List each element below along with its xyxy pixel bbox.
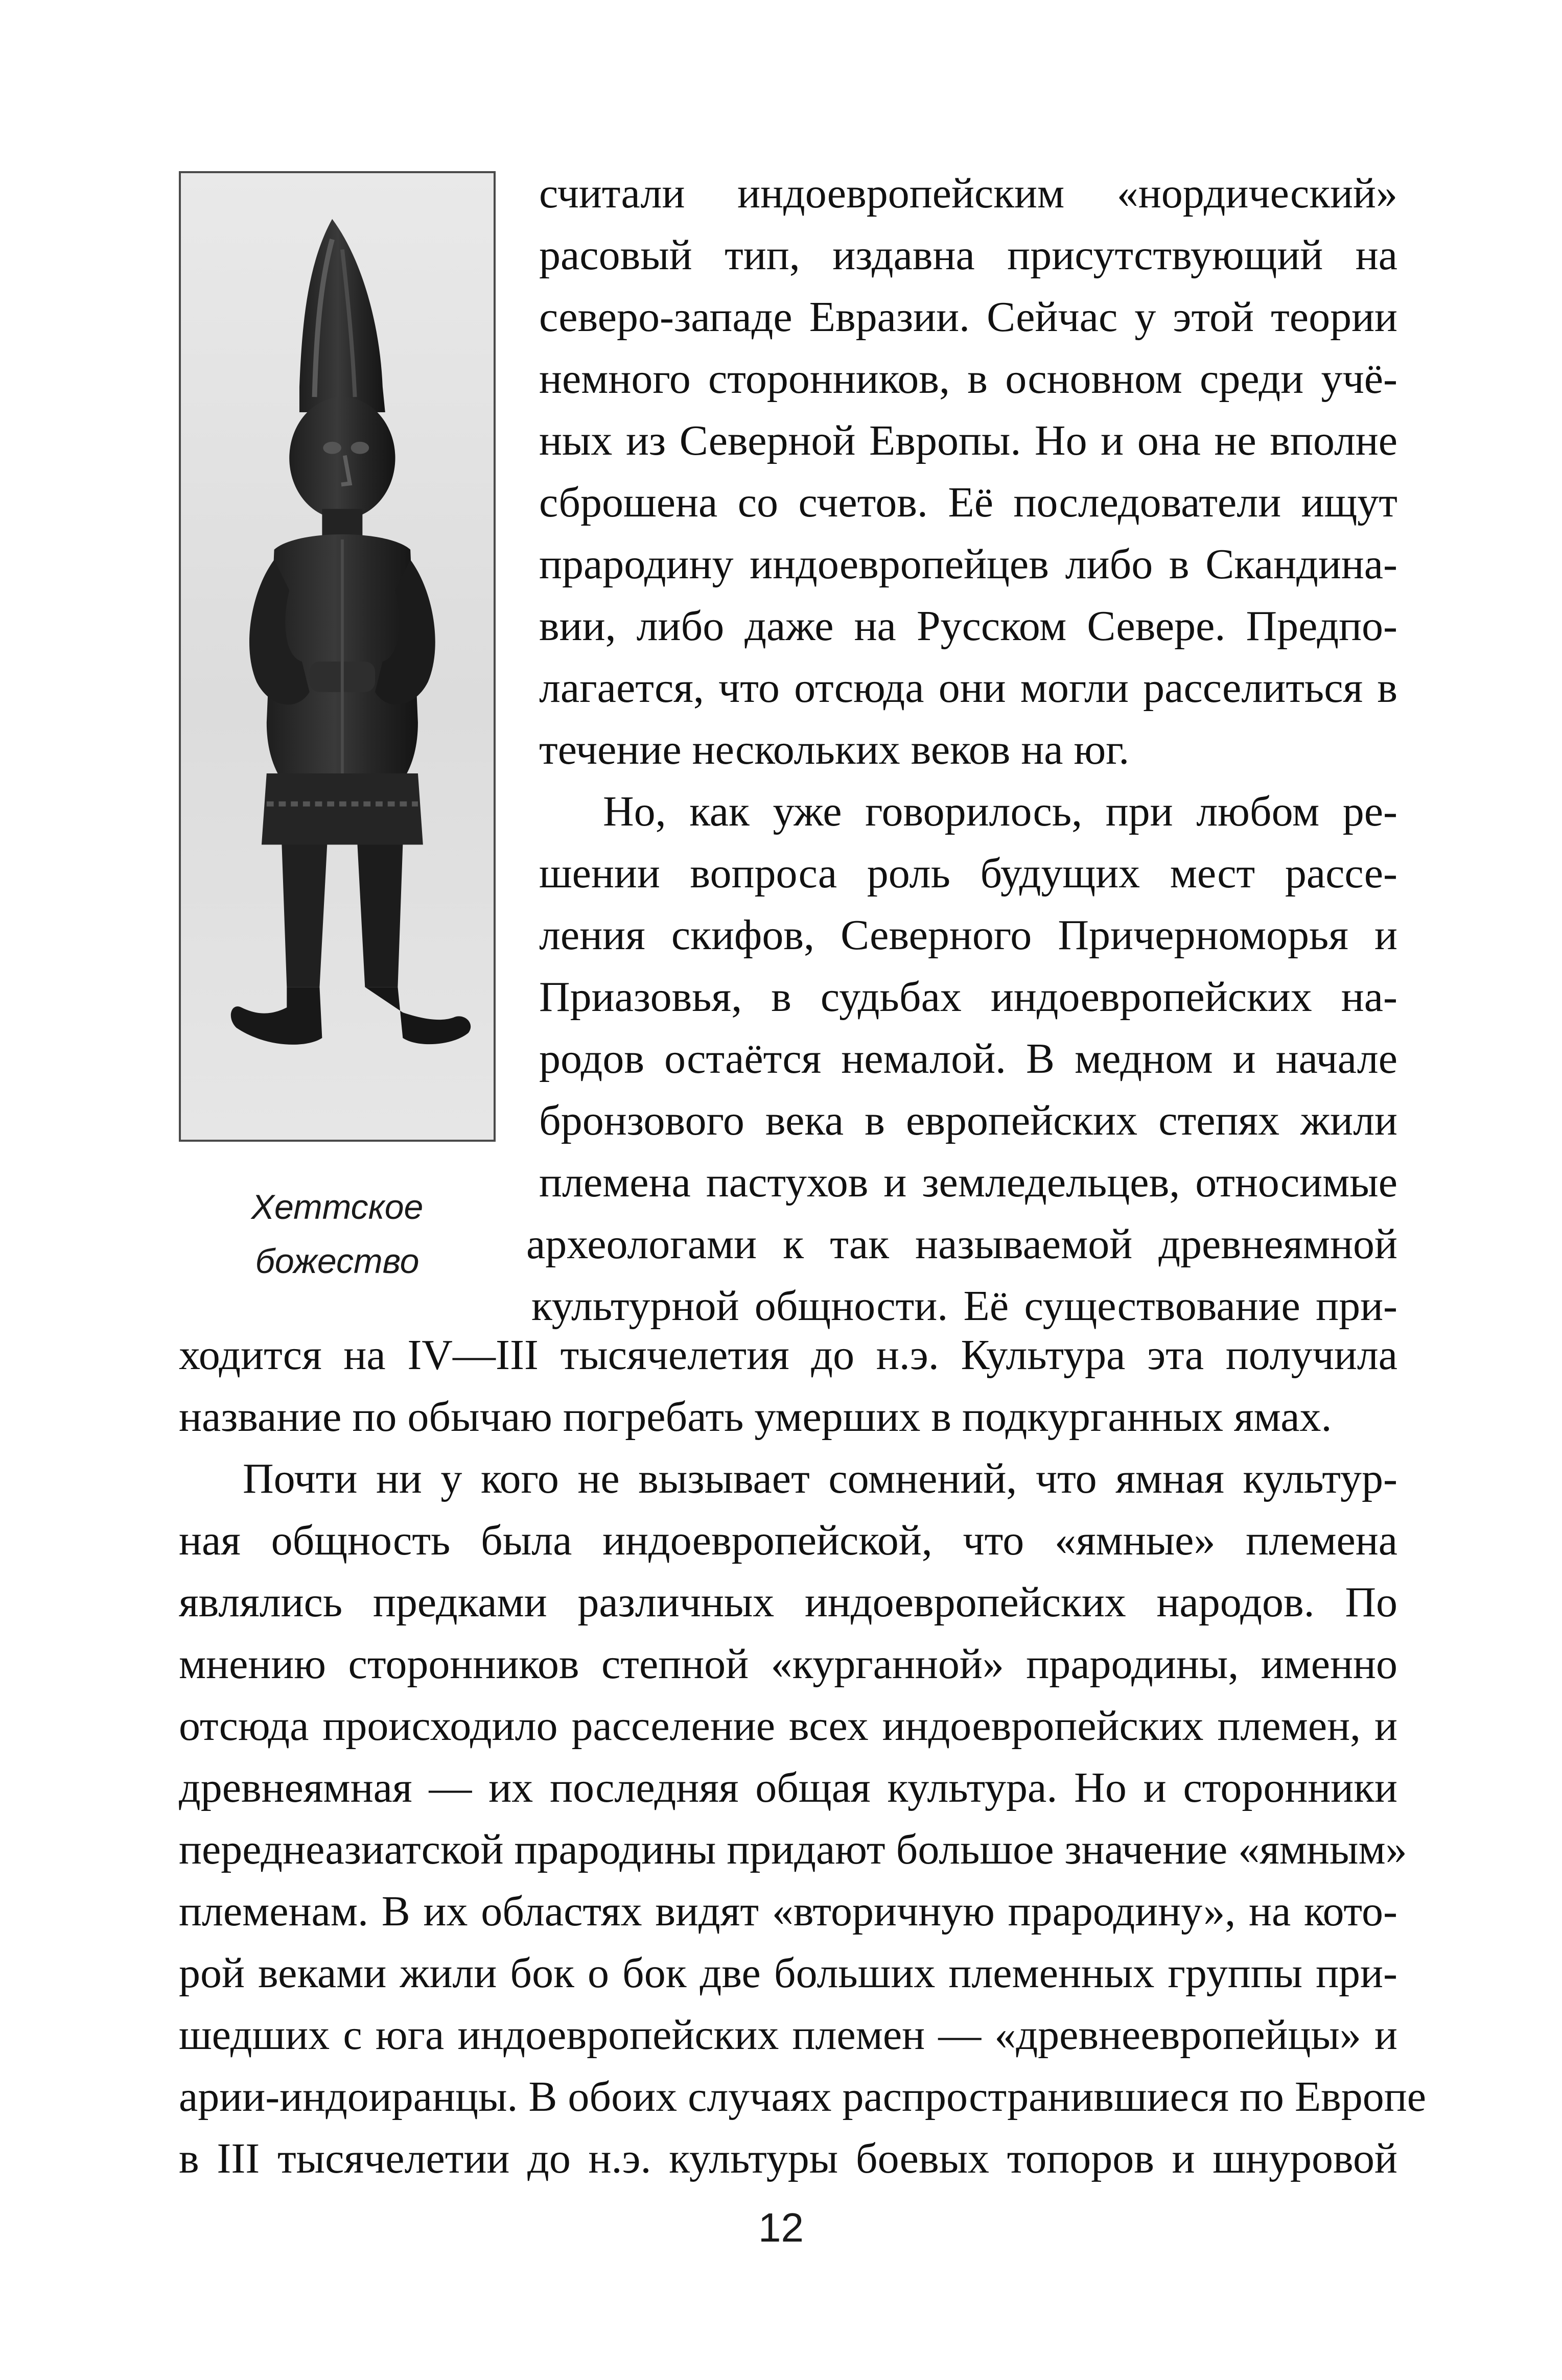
text-line: рой веками жили бок о бок две больших племенных группы при- bbox=[179, 1949, 1397, 1997]
text-line: археологами к так называемой древнеямной bbox=[526, 1220, 1397, 1268]
text-line: ходится на IV—III тысячелетия до н.э. Культура эта получила bbox=[179, 1331, 1397, 1379]
body-text-right-column bbox=[526, 162, 1397, 1337]
text-line: название по обычаю погребать умерших в подкурганных ямах. bbox=[179, 1393, 1332, 1441]
text-line: расовый тип, издавна присутствующий на bbox=[539, 231, 1397, 279]
text-line: родов остаётся немалой. В медном и начале bbox=[539, 1035, 1397, 1082]
page-number: 12 bbox=[758, 2205, 804, 2250]
text-line: считали индоевропейским «нордический» bbox=[539, 170, 1397, 217]
text-line: Почти ни у кого не вызывает сомнений, что ямная культур- bbox=[243, 1455, 1397, 1502]
text-line: Приазовья, в судьбах индоевропейских на- bbox=[539, 973, 1397, 1021]
text-line: являлись предками различных индоевропейских народов. По bbox=[179, 1578, 1397, 1626]
text-line: древнеямная — их последняя общая культура. Но и сторонники bbox=[179, 1764, 1397, 1811]
text-line: лагается, что отсюда они могли расселиться в bbox=[539, 664, 1397, 712]
text-line: немного сторонников, в основном среди учё- bbox=[539, 355, 1397, 403]
text-line: переднеазиатской прародины придают большое значение «ямным» bbox=[179, 1826, 1407, 1873]
text-line: ная общность была индоевропейской, что «ямные» племена bbox=[179, 1517, 1397, 1564]
text-line: вии, либо даже на Русском Севере. Предпо- bbox=[539, 602, 1397, 650]
text-line: шении вопроса роль будущих мест рассе- bbox=[539, 850, 1397, 897]
text-line: племена пастухов и земледельцев, относимые bbox=[539, 1159, 1397, 1206]
text-line: арии-индоиранцы. В обоих случаях распространившиеся по Европе bbox=[179, 2073, 1427, 2120]
text-line: племенам. В их областях видят «вторичную прародину», на кото- bbox=[179, 1888, 1397, 1935]
text-line: шедших с юга индоевропейских племен — «древнеевропейцы» и bbox=[179, 2011, 1397, 2059]
figure-caption bbox=[184, 1180, 491, 1288]
figure-hittite-deity bbox=[179, 171, 496, 1142]
text-line: отсюда происходило расселение всех индоевропейских племен, и bbox=[179, 1702, 1397, 1750]
text-line: Но, как уже говорилось, при любом ре- bbox=[603, 788, 1397, 835]
text-line: северо-западе Евразии. Сейчас у этой теории bbox=[539, 293, 1397, 341]
text-line: мнению сторонников степной «курганной» прародины, именно bbox=[179, 1640, 1397, 1688]
text-line: ных из Северной Европы. Но и она не вполне bbox=[539, 417, 1397, 464]
text-line: течение нескольких веков на юг. bbox=[539, 726, 1130, 773]
text-line: ления скифов, Северного Причерноморья и bbox=[539, 911, 1397, 959]
caption-line: божество bbox=[255, 1242, 419, 1281]
text-line: прародину индоевропейцев либо в Скандина- bbox=[539, 540, 1397, 588]
text-line: культурной общности. Её существование при- bbox=[531, 1282, 1397, 1330]
statuette-illustration bbox=[181, 173, 494, 1140]
text-line: сброшена со счетов. Её последователи ищут bbox=[539, 479, 1397, 526]
caption-line: Хеттское bbox=[251, 1188, 424, 1227]
text-line: в III тысячелетии до н.э. культуры боевых топоров и шнуровой bbox=[179, 2135, 1397, 2182]
body-text-full-width bbox=[179, 1324, 1427, 2189]
text-line: бронзового века в европейских степях жили bbox=[539, 1097, 1397, 1144]
